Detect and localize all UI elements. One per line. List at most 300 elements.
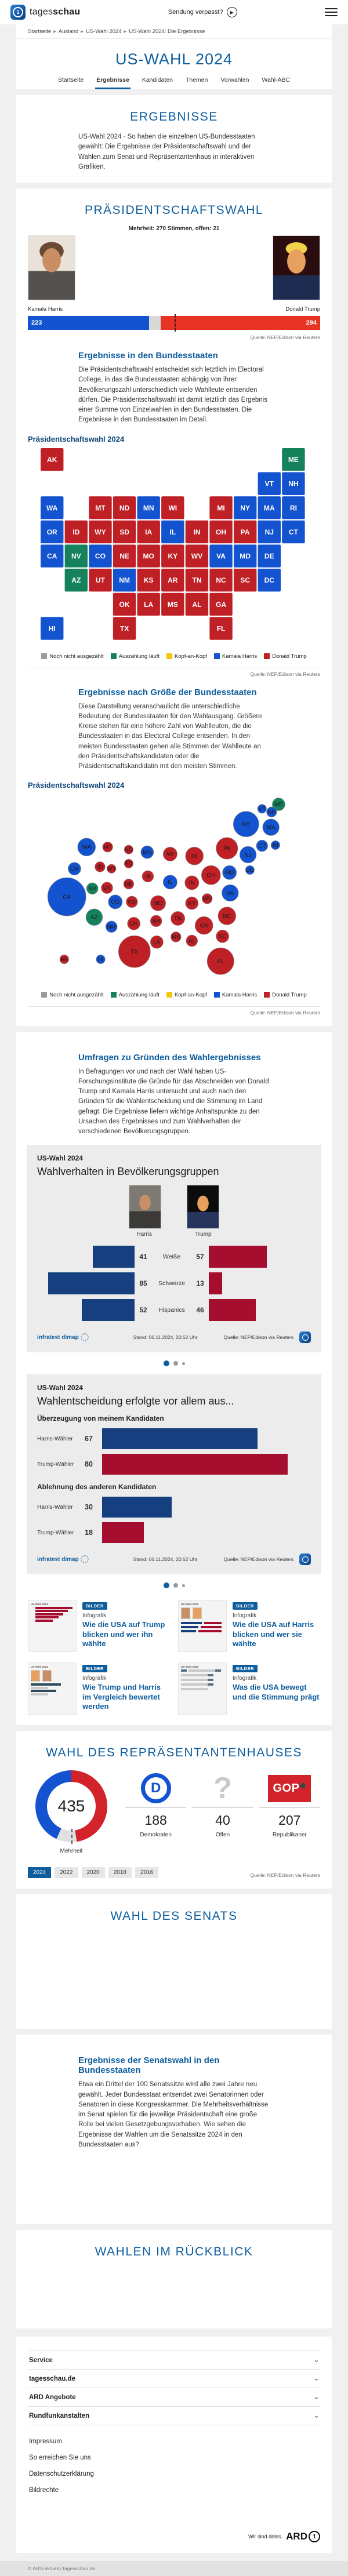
bilder-badge: BILDER <box>233 1602 258 1610</box>
state-MS[interactable] <box>161 592 184 615</box>
svg-text:TN: TN <box>174 916 182 923</box>
breadcrumb-link[interactable]: US-Wahl 2024 <box>86 28 122 35</box>
teaser-wie-die-usa-auf-trum[interactable] <box>28 1600 170 1652</box>
state-bubble-CO[interactable] <box>108 895 122 909</box>
trump-value: 13 <box>196 1279 204 1288</box>
svg-text:MT: MT <box>103 844 112 851</box>
state-bubble-AR[interactable] <box>150 915 162 927</box>
state-ME[interactable] <box>282 448 304 471</box>
teaser-grid <box>28 1600 320 1715</box>
teaser-title: Was die USA bewegt und die Stimmung prägt <box>233 1683 320 1701</box>
infographic-wahlentscheidung <box>27 1374 321 1574</box>
state-CT[interactable] <box>282 520 304 543</box>
svg-text:OH: OH <box>206 872 216 879</box>
infographic-title: Wahlverhalten in Bevölkerungsgruppen <box>37 1166 219 1178</box>
state-MT[interactable] <box>89 496 111 519</box>
rueckblick-title: WAHLEN IM RÜCKBLICK <box>95 2245 253 2259</box>
trump-thumb-photo <box>187 1185 219 1229</box>
trump-column-label: Trump <box>195 1231 212 1238</box>
year-button-2022[interactable]: 2022 <box>55 1867 78 1878</box>
legend-item: Auszählung läuft <box>111 653 160 660</box>
legend-item: Noch nicht ausgezählt <box>41 992 103 998</box>
svg-text:NH: NH <box>288 479 299 488</box>
svg-text:TN: TN <box>192 576 202 584</box>
footer-accordion-tagesschau-de[interactable]: tagesschau.de ⌄ <box>28 2369 320 2388</box>
infratest-dimap-logo: infratest dimap <box>37 1333 124 1341</box>
harris-name: Kamala Harris <box>28 306 63 312</box>
state-HI[interactable] <box>41 617 63 639</box>
state-RI[interactable] <box>282 496 304 519</box>
carousel-dot[interactable] <box>164 1582 169 1588</box>
card-praesidentschaftswahl <box>16 188 332 1026</box>
legend-item: Auszählung läuft <box>111 992 160 998</box>
praesidentschaftswahl-title: PRÄSIDENTSCHAFTSWAHL <box>84 203 264 217</box>
state-bubble-VT[interactable] <box>258 805 266 813</box>
svg-text:NV: NV <box>88 886 97 893</box>
source-note: Quelle: NEP/Edison via Reuters <box>28 1006 320 1016</box>
chevron-down-icon: ⌄ <box>313 2376 319 2382</box>
tagesschau-logo-icon: 1 <box>10 5 26 20</box>
state-bubble-SD[interactable] <box>124 860 133 868</box>
state-NM[interactable] <box>113 569 136 591</box>
state-bubble-IN[interactable] <box>185 876 199 890</box>
infographic-wahlverhalten <box>27 1145 321 1352</box>
state-bubble-CA[interactable] <box>48 878 86 916</box>
state-bubble-SC[interactable] <box>216 930 229 943</box>
gop-logo-icon: GOP⚫ <box>268 1775 311 1802</box>
footer-link-impressum[interactable]: Impressum <box>29 2438 62 2446</box>
teaser-title: Wie die USA auf Harris blicken und wer sie wählte <box>233 1620 314 1648</box>
teaser-thumbnail: US-Wahl 2024 <box>28 1600 77 1652</box>
haus-title: WAHL DES REPRÄSENTANTENHAUSES <box>46 1746 302 1760</box>
svg-text:MS: MS <box>167 600 178 609</box>
svg-text:ND: ND <box>124 847 133 854</box>
teaser-thumbnail: US-Wahl 2024 <box>178 1600 227 1652</box>
state-bubble-NE[interactable] <box>124 879 134 890</box>
state-PA[interactable] <box>234 520 256 543</box>
state-NV[interactable] <box>65 544 88 567</box>
trump-bar <box>102 1522 144 1543</box>
chevron-down-icon: ⌄ <box>313 2357 319 2363</box>
state-NY[interactable] <box>234 496 256 519</box>
state-bubble-NM[interactable] <box>106 921 117 933</box>
open-question-icon: ? <box>213 1771 232 1806</box>
svg-text:FL: FL <box>216 624 226 632</box>
card-ergebnisse <box>16 95 332 183</box>
svg-text:IL: IL <box>168 879 173 886</box>
state-WA[interactable] <box>41 496 63 519</box>
bilder-badge: BILDER <box>82 1665 107 1672</box>
state-TX[interactable] <box>113 617 136 639</box>
state-bubble-VA[interactable] <box>222 885 238 902</box>
harris-bar <box>102 1497 172 1518</box>
svg-text:KS: KS <box>128 899 136 906</box>
source-note: Quelle: NEP/Edison via Reuters <box>250 334 320 340</box>
svg-text:PA: PA <box>240 527 250 536</box>
state-bubble-TX[interactable] <box>118 936 150 968</box>
svg-text:MO: MO <box>143 552 154 561</box>
state-UT[interactable] <box>89 569 111 591</box>
state-bubble-OK[interactable] <box>128 918 140 930</box>
state-bubble-ND[interactable] <box>124 845 133 854</box>
svg-text:DE: DE <box>264 552 274 561</box>
svg-text:CA: CA <box>63 894 71 901</box>
state-bubble-OH[interactable] <box>201 866 220 885</box>
state-bubble-OR[interactable] <box>68 863 81 875</box>
svg-text:HI: HI <box>48 624 56 632</box>
state-NC[interactable] <box>209 569 232 591</box>
majority-note: Mehrheit: 270 Stimmen, offen: 21 <box>128 225 220 232</box>
svg-text:RI: RI <box>272 842 278 849</box>
svg-text:MD: MD <box>225 869 234 876</box>
carousel-dots <box>28 1582 320 1588</box>
svg-text:MI: MI <box>191 853 198 860</box>
year-button-2018[interactable]: 2018 <box>108 1867 132 1878</box>
carousel-dots <box>28 1360 320 1366</box>
sendung-verpasst-link[interactable]: Sendung verpasst? ▶ <box>168 7 237 17</box>
harris-bar <box>82 1299 135 1321</box>
harris-value: 41 <box>139 1253 147 1261</box>
footer-link-bildrechte[interactable]: Bildrechte <box>29 2487 59 2494</box>
play-icon: ▶ <box>227 7 237 17</box>
teaser-kicker: Infografik <box>82 1613 107 1620</box>
carousel-dot[interactable] <box>182 1584 185 1587</box>
breadcrumb-separator: ▸ <box>81 28 84 35</box>
breadcrumb-link[interactable]: US-Wahl 2024: Die Ergebnisse <box>129 28 205 35</box>
democrats-logo-icon: D <box>141 1773 171 1803</box>
senat-map-placeholder <box>28 2150 320 2214</box>
republicans-label: Republikaner <box>272 1832 307 1839</box>
senat-title: WAHL DES SENATS <box>110 1909 238 1923</box>
row-label: Trump-Wähler <box>37 1529 74 1536</box>
footer <box>16 2337 332 2553</box>
source-note: Quelle: NEP/Edison via Reuters <box>28 668 320 677</box>
footer-accordion-ard-angebote[interactable]: ARD Angebote ⌄ <box>28 2388 320 2406</box>
svg-text:SD: SD <box>119 527 129 536</box>
year-button-2020[interactable]: 2020 <box>82 1867 105 1878</box>
house-total: 435 <box>57 1797 85 1815</box>
svg-text:WI: WI <box>168 503 177 512</box>
svg-text:MI: MI <box>217 503 225 512</box>
house-donut-chart <box>35 1770 107 1842</box>
state-bubble-PA[interactable] <box>216 838 238 859</box>
ergebnisse-title: ERGEBNISSE <box>130 110 218 123</box>
svg-text:CT: CT <box>288 527 298 536</box>
group-heading: Überzeugung von meinem Kandidaten <box>37 1414 164 1423</box>
carousel-dot[interactable] <box>173 1583 178 1588</box>
year-button-2016[interactable]: 2016 <box>135 1867 158 1878</box>
state-NH[interactable] <box>282 472 304 494</box>
state-bubble-MO[interactable] <box>150 896 165 911</box>
svg-text:OR: OR <box>46 527 57 536</box>
state-CO[interactable] <box>89 544 111 567</box>
svg-text:NJ: NJ <box>244 852 252 859</box>
svg-text:MN: MN <box>143 503 154 512</box>
state-TN[interactable] <box>186 569 208 591</box>
map-kicker: Präsidentschaftswahl 2024 <box>28 434 125 443</box>
svg-text:FL: FL <box>217 958 224 965</box>
state-OK[interactable] <box>113 592 136 615</box>
state-bubble-DE[interactable] <box>245 866 254 875</box>
state-bubble-WV[interactable] <box>202 894 212 904</box>
svg-text:IL: IL <box>169 527 176 536</box>
state-bubble-NY[interactable] <box>233 812 259 837</box>
svg-text:OH: OH <box>216 527 227 536</box>
electoral-bar <box>28 316 320 330</box>
state-bubble-RI[interactable] <box>271 841 280 850</box>
state-IL[interactable] <box>161 520 184 543</box>
rueckblick-placeholder <box>28 2267 320 2313</box>
state-NE[interactable] <box>113 544 136 567</box>
state-bubble-IA[interactable] <box>142 871 154 882</box>
footer-link-so-erreichen-sie-uns[interactable]: So erreichen Sie uns <box>29 2454 91 2462</box>
legend-item: Kopf-an-Kopf <box>166 992 207 998</box>
svg-text:NH: NH <box>267 809 276 816</box>
svg-text:IN: IN <box>188 880 195 887</box>
legend-swatch <box>166 992 172 998</box>
demographic-row <box>37 1297 311 1323</box>
republicans-column <box>259 1771 320 1838</box>
legend-swatch <box>41 992 47 998</box>
harris-electoral-votes: 223 <box>31 319 42 326</box>
harris-thumb-photo <box>129 1185 161 1229</box>
svg-text:CT: CT <box>258 843 266 850</box>
state-bubble-IL[interactable] <box>163 875 177 889</box>
state-AL[interactable] <box>186 592 208 615</box>
source-note: Quelle: NEP/Edison via Reuters <box>223 1334 293 1341</box>
state-NJ[interactable] <box>258 520 281 543</box>
state-bubble-GA[interactable] <box>195 917 213 935</box>
teaser-was-die-usa-bewegt-u[interactable] <box>178 1662 320 1715</box>
copyright-bar: © ARD-aktuell / tagesschau.de <box>0 2561 348 2576</box>
state-bubble-MI[interactable] <box>186 847 204 865</box>
svg-text:WV: WV <box>202 896 212 903</box>
carousel-dot[interactable] <box>164 1360 169 1366</box>
svg-text:NE: NE <box>125 881 133 888</box>
map-kicker: Präsidentschaftswahl 2024 <box>28 781 125 790</box>
state-WV[interactable] <box>186 544 208 567</box>
open-label: Offen <box>215 1832 230 1839</box>
menu-icon[interactable] <box>325 6 338 19</box>
svg-text:CO: CO <box>111 899 120 906</box>
majority-marker <box>175 314 176 332</box>
svg-text:ME: ME <box>274 802 283 809</box>
row-value: 80 <box>85 1460 93 1469</box>
state-bubble-CT[interactable] <box>256 841 268 852</box>
state-bubble-AK[interactable] <box>60 955 68 964</box>
state-bubble-MS[interactable] <box>171 932 182 943</box>
legend-swatch <box>111 653 117 659</box>
teaser-kicker: Infografik <box>233 1613 257 1620</box>
state-DC[interactable] <box>258 569 281 591</box>
senatswahl-heading: Ergebnisse der Senatswahl in den Bundesstaaten <box>78 2055 220 2076</box>
teaser-wie-die-usa-auf-harr[interactable] <box>178 1600 320 1652</box>
harris-value: 52 <box>139 1306 147 1315</box>
footer-links <box>28 2433 320 2498</box>
svg-text:WV: WV <box>191 552 203 561</box>
demographics-chart <box>37 1243 311 1323</box>
state-AZ[interactable] <box>65 569 88 591</box>
democrats-column <box>125 1771 186 1838</box>
state-MN[interactable] <box>137 496 160 519</box>
state-bubble-UT[interactable] <box>102 882 113 894</box>
group-heading: Ablehnung des anderen Kandidaten <box>37 1483 157 1491</box>
state-OH[interactable] <box>209 520 232 543</box>
state-GA[interactable] <box>209 592 232 615</box>
state-VA[interactable] <box>209 544 232 567</box>
tab-wahl-abc[interactable]: Wahl-ABC <box>262 77 291 83</box>
state-bubble-KS[interactable] <box>126 896 138 908</box>
map-legend <box>28 653 320 660</box>
state-IN[interactable] <box>186 520 208 543</box>
legend-swatch <box>214 992 220 998</box>
svg-text:MA: MA <box>263 503 275 512</box>
legend-item: Donald Trump <box>264 653 307 660</box>
tab-startseite[interactable]: Startseite <box>57 77 84 83</box>
umfragen-heading: Umfragen zu Gründen des Wahlergebnisses <box>78 1052 261 1063</box>
state-AR[interactable] <box>161 569 184 591</box>
decision-chart <box>37 1414 311 1545</box>
trump-value: 57 <box>196 1253 204 1261</box>
breadcrumb-separator: ▸ <box>124 28 127 35</box>
svg-text:AR: AR <box>168 576 178 584</box>
footer-accordion-service[interactable]: Service ⌄ <box>28 2351 320 2369</box>
open-column <box>192 1771 253 1838</box>
svg-text:TX: TX <box>119 624 129 632</box>
state-OR[interactable] <box>41 520 63 543</box>
tab-themen[interactable]: Themen <box>185 77 208 83</box>
svg-text:OK: OK <box>129 920 138 927</box>
svg-text:UT: UT <box>103 885 111 892</box>
state-VT[interactable] <box>258 472 281 494</box>
svg-text:ID: ID <box>72 527 80 536</box>
state-WI[interactable] <box>161 496 184 519</box>
carousel-dot[interactable] <box>182 1362 185 1365</box>
harris-bar <box>48 1272 135 1294</box>
state-bubble-NH[interactable] <box>266 807 277 817</box>
infographic-footer <box>37 1553 311 1565</box>
infographic-title: Wahlentscheidung erfolgte vor allem aus... <box>37 1395 234 1407</box>
state-bubble-HI[interactable] <box>96 955 105 964</box>
svg-text:MA: MA <box>266 824 276 831</box>
svg-text:OK: OK <box>119 600 130 609</box>
svg-text:KS: KS <box>143 576 154 584</box>
state-MO[interactable] <box>137 544 160 567</box>
svg-text:CA: CA <box>47 552 57 561</box>
teaser-wie-trump-und-harris[interactable] <box>28 1662 170 1715</box>
state-bubble-MA[interactable] <box>263 819 280 836</box>
state-bubble-ID[interactable] <box>95 862 106 872</box>
tab-vorwahlen[interactable]: Vorwahlen <box>220 77 249 83</box>
teaser-thumbnail: US-Wahl 2024 <box>178 1662 227 1715</box>
infratest-dimap-logo: infratest dimap <box>37 1555 124 1563</box>
state-bubble-WI[interactable] <box>163 847 177 861</box>
size-heading: Ergebnisse nach Größe der Bundesstaaten <box>78 687 257 697</box>
state-bubble-LA[interactable] <box>150 936 163 949</box>
donald-trump-photo <box>273 235 320 300</box>
state-bubble-MN[interactable] <box>141 846 154 858</box>
state-bubble-AZ[interactable] <box>86 909 103 926</box>
state-bubble-MT[interactable] <box>103 842 113 853</box>
state-bubble-NC[interactable] <box>218 907 236 925</box>
electoral-segment-offen <box>149 316 161 330</box>
state-AK[interactable] <box>41 448 63 471</box>
electoral-segment-kamala-harris <box>28 316 149 330</box>
majority-label: Mehrheit <box>60 1848 83 1855</box>
state-bubble-WY[interactable] <box>107 864 116 873</box>
footer-accordion-rundfunkanstalten[interactable]: Rundfunkanstalten ⌄ <box>28 2406 320 2425</box>
state-bubble-FL[interactable] <box>207 948 234 974</box>
year-button-2024[interactable]: 2024 <box>28 1867 51 1878</box>
state-MA[interactable] <box>258 496 281 519</box>
tab-ergebnisse[interactable]: Ergebnisse <box>95 74 130 89</box>
svg-text:WI: WI <box>166 852 174 858</box>
state-bubble-MD[interactable] <box>223 866 237 880</box>
svg-text:MN: MN <box>143 849 152 856</box>
svg-text:NM: NM <box>107 924 116 931</box>
page-title: US-WAHL 2024 <box>115 50 233 68</box>
state-KS[interactable] <box>137 569 160 591</box>
state-bubble-AL[interactable] <box>186 935 198 947</box>
state-WY[interactable] <box>89 520 111 543</box>
state-CA[interactable] <box>41 544 63 567</box>
state-FL[interactable] <box>209 617 232 639</box>
legend-item: Donald Trump <box>264 992 307 998</box>
tagesschau-logo[interactable] <box>10 5 80 20</box>
state-bubble-NV[interactable] <box>86 883 98 894</box>
row-label: Harris-Wähler <box>37 1435 73 1442</box>
footer-link-datenschutzerkl-rung[interactable]: Datenschutzerklärung <box>29 2471 94 2478</box>
state-SD[interactable] <box>113 520 136 543</box>
state-ND[interactable] <box>113 496 136 519</box>
state-ID[interactable] <box>65 520 88 543</box>
state-bubble-WA[interactable] <box>78 838 96 856</box>
state-KY[interactable] <box>161 544 184 567</box>
svg-text:DE: DE <box>246 867 254 874</box>
state-bubble-NJ[interactable] <box>240 847 256 864</box>
svg-text:IN: IN <box>193 527 201 536</box>
electoral-segment-donald-trump <box>161 316 320 330</box>
carousel-dot[interactable] <box>173 1361 178 1366</box>
breadcrumb-link[interactable]: Ausland <box>58 28 79 35</box>
state-LA[interactable] <box>137 592 160 615</box>
legend-swatch <box>264 653 270 659</box>
svg-text:RI: RI <box>289 503 297 512</box>
row-value: 18 <box>85 1529 93 1537</box>
tab-kandidaten[interactable]: Kandidaten <box>142 77 173 83</box>
state-MD[interactable] <box>234 544 256 567</box>
state-bubble-TN[interactable] <box>171 912 185 926</box>
svg-text:AK: AK <box>60 956 68 963</box>
footer-accordions <box>28 2351 320 2425</box>
state-bubble-KY[interactable] <box>186 897 198 909</box>
harris-bar <box>102 1428 258 1449</box>
trump-value: 46 <box>196 1306 204 1315</box>
row-value: 30 <box>85 1503 93 1512</box>
svg-text:AL: AL <box>192 600 202 609</box>
state-SC[interactable] <box>234 569 256 591</box>
state-IA[interactable] <box>137 520 160 543</box>
state-DE[interactable] <box>258 544 281 567</box>
breadcrumb-link[interactable]: Startseite <box>28 28 52 35</box>
category-label: Hispanics <box>158 1307 185 1314</box>
svg-text:NY: NY <box>242 821 251 828</box>
row-value: 67 <box>85 1435 93 1443</box>
svg-text:IA: IA <box>145 527 153 536</box>
svg-text:OR: OR <box>70 866 79 873</box>
state-MI[interactable] <box>209 496 232 519</box>
svg-text:ND: ND <box>119 503 130 512</box>
